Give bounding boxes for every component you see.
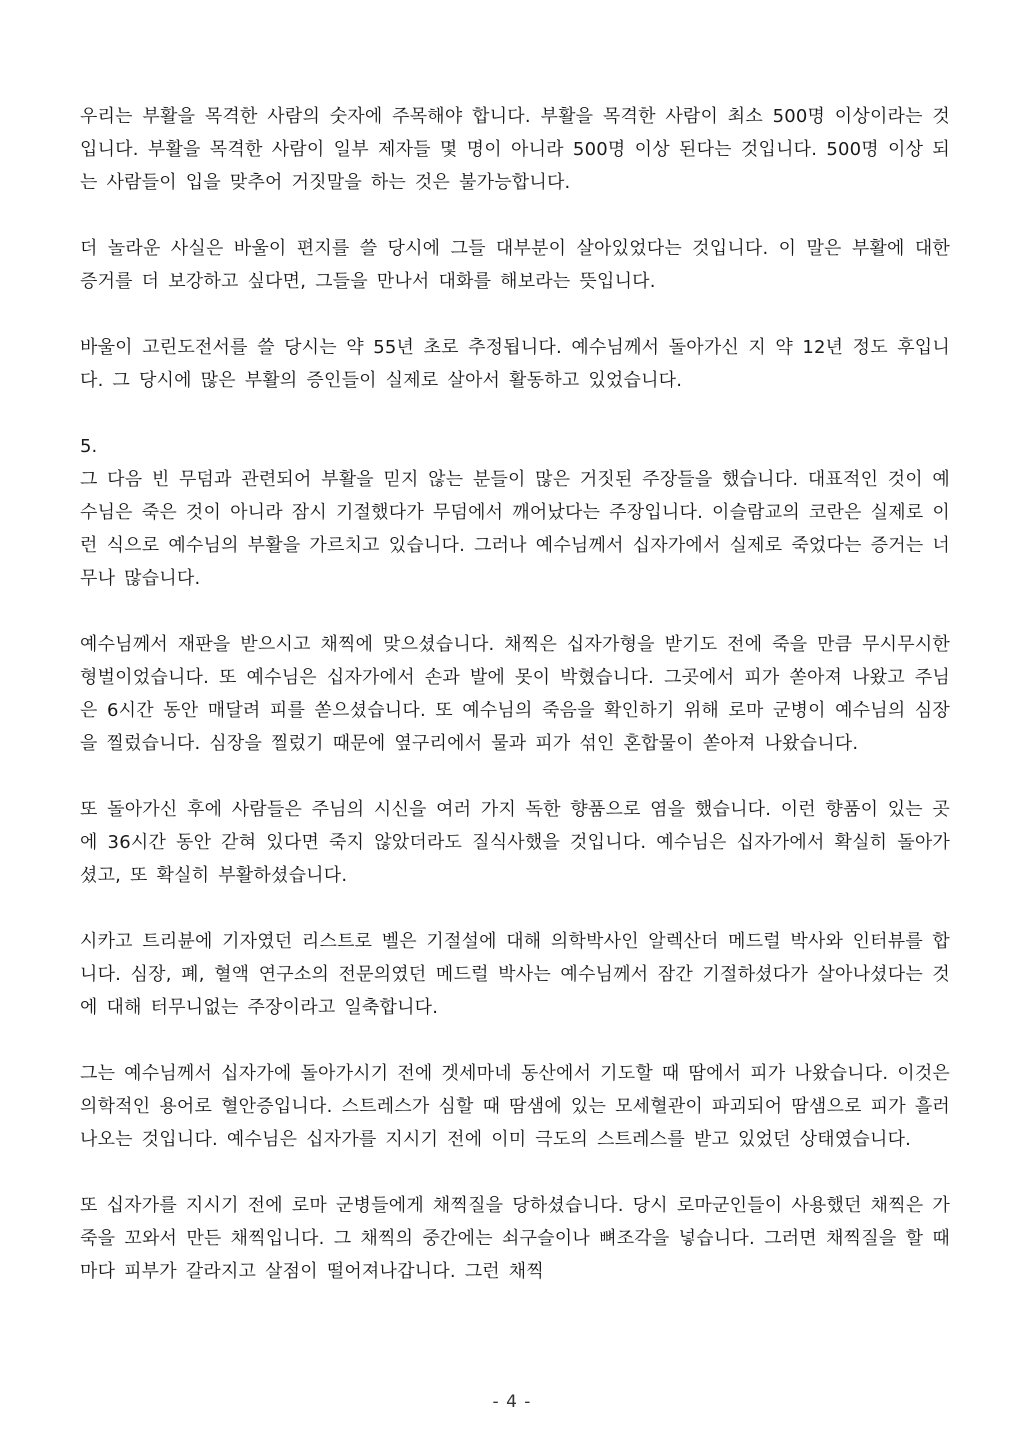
paragraph-witnesses-alive: 더 놀라운 사실은 바울이 편지를 쓸 당시에 그들 대부분이 살아있었다는 것입니다. 이 말은 부활에 대한 증거를 더 보강하고 싶다면, 그들을 만나서 대화를 해보라는 뜻입니다.: [80, 238, 950, 292]
page-number: - 4 -: [492, 1392, 532, 1412]
document-body: [80, 100, 950, 1288]
paragraph-witness-count: 우리는 부활을 목격한 사람의 숫자에 주목해야 합니다. 부활을 목격한 사람이 최소 500명 이상이라는 것입니다. 부활을 목격한 사람이 일부 제자들 몇 명이 아니라 500명 이상 된다는 것입니다. 500명 이상 되는 사람들이 입을 맞추어 거짓말을 하는 것은 불가능합니다.: [80, 106, 950, 193]
paragraph-corinthians-date: 바울이 고린도전서를 쓸 당시는 약 55년 초로 추정됩니다. 예수님께서 돌아가신 지 약 12년 정도 후입니다. 그 당시에 많은 부활의 증인들이 실제로 살아서 활동하고 있었습니다.: [80, 337, 950, 391]
paragraph-burial-spices: 또 돌아가신 후에 사람들은 주님의 시신을 여러 가지 독한 향품으로 염을 했습니다. 이런 향품이 있는 곳에 36시간 동안 갇혀 있다면 죽지 않았더라도 질식사했을 것입니다. 예수님은 십자가에서 확실히 돌아가셨고, 또 확실히 부활하셨습니다.: [80, 799, 950, 886]
section-number: 5.: [80, 436, 98, 457]
paragraph-flogging: 또 십자가를 지시기 전에 로마 군병들에게 채찍질을 당하셨습니다. 당시 로마군인들이 사용했던 채찍은 가죽을 꼬와서 만든 채찍입니다. 그 채찍의 중간에는 쇠구슬이나 뼈조각을 넣습니다. 그러면 채찍질을 할 때마다 피부가 갈라지고 살점이 떨어져나갑니다. 그런 채찍: [80, 1195, 950, 1282]
paragraph-hematidrosis: 그는 예수님께서 십자가에 돌아가시기 전에 겟세마네 동산에서 기도할 때 땀에서 피가 나왔습니다. 이것은 의학적인 용어로 혈안증입니다. 스트레스가 심할 때 땀샘에 있는 모세혈관이 파괴되어 땀샘으로 피가 흘러나오는 것입니다. 예수님은 십자가를 지시기 전에 이미 극도의 스트레스를 받고 있었던 상태였습니다.: [80, 1063, 950, 1150]
paragraph-crucifixion-evidence: 예수님께서 재판을 받으시고 채찍에 맞으셨습니다. 채찍은 십자가형을 받기도 전에 죽을 만큼 무시무시한 형벌이었습니다. 또 예수님은 십자가에서 손과 발에 못이 박혔습니다. 그곳에서 피가 쏟아져 나왔고 주님은 6시간 동안 매달려 피를 쏟으셨습니다. 또 예수님의 죽음을 확인하기 위해 로마 군병이 예수님의 심장을 찔렀습니다. 심장을 찔렀기 때문에 옆구리에서 물과 피가 섞인 혼합물이 쏟아져 나왔습니다.: [80, 634, 950, 754]
paragraph-swoon-theory: 그 다음 빈 무덤과 관련되어 부활을 믿지 않는 분들이 많은 거짓된 주장들을 했습니다. 대표적인 것이 예수님은 죽은 것이 아니라 잠시 기절했다가 무덤에서 깨어났다는 주장입니다. 이슬람교의 코란은 실제로 이런 식으로 예수님의 부활을 가르치고 있습니다. 그러나 예수님께서 십자가에서 실제로 죽었다는 증거는 너무나 많습니다.: [80, 469, 950, 589]
paragraph-metherell-interview: 시카고 트리뷴에 기자였던 리스트로 벨은 기절설에 대해 의학박사인 알렉산더 메드럴 박사와 인터뷰를 합니다. 심장, 폐, 혈액 연구소의 전문의였던 메드럴 박사는 예수님께서 잠간 기절하셨다가 살아나셨다는 것에 대해 터무니없는 주장이라고 일축합니다.: [80, 931, 950, 1018]
